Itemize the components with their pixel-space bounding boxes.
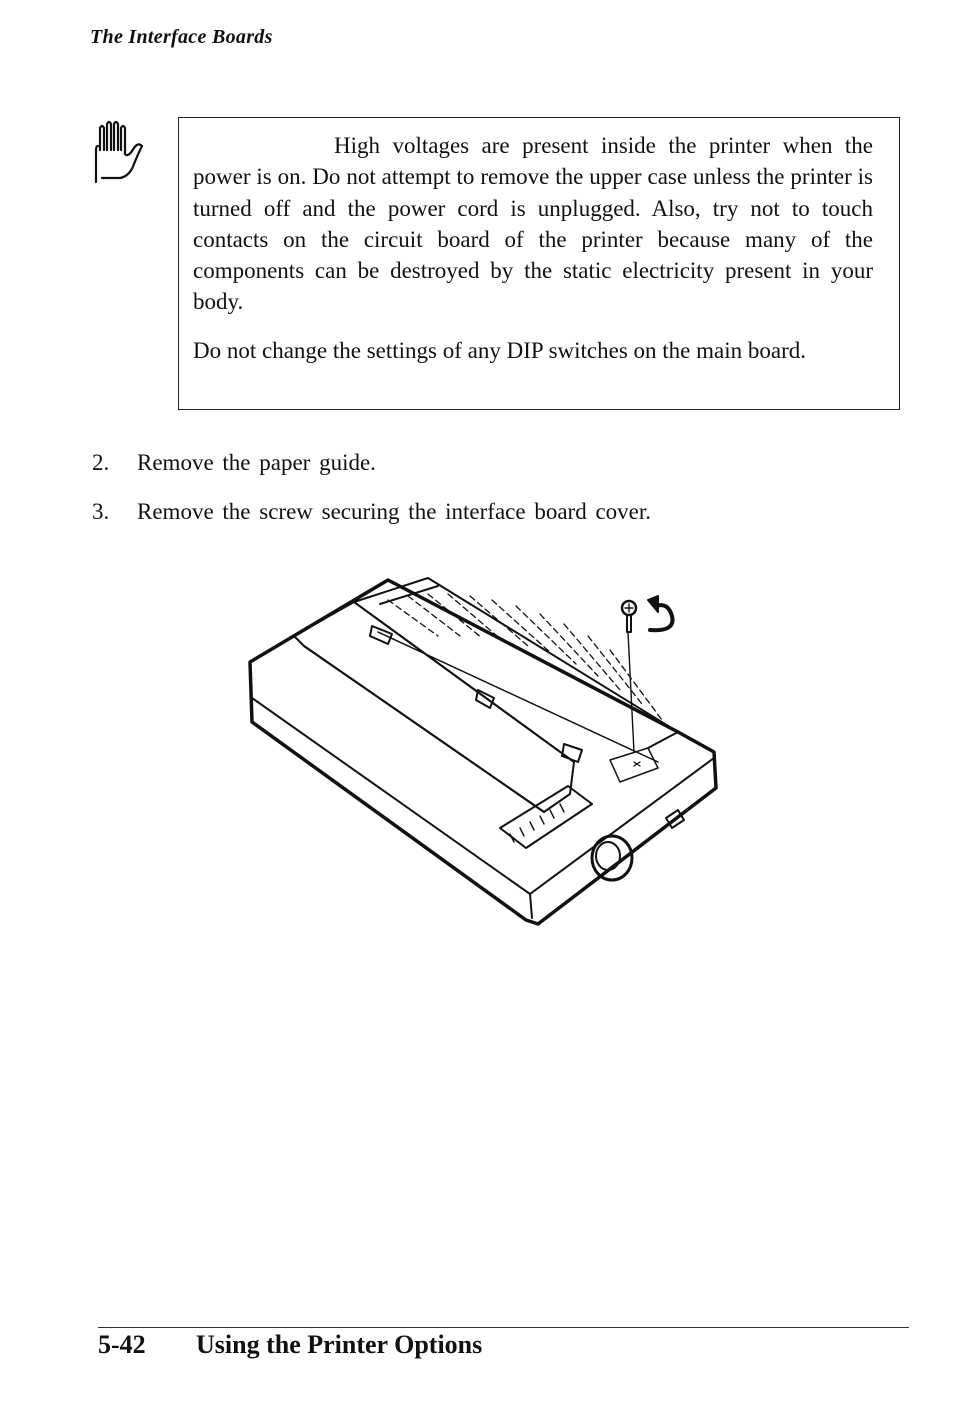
caution-paragraph-2: Do not change the settings of any DIP switches on the main board.: [193, 337, 806, 363]
steps-list: [92, 447, 651, 545]
list-item: [92, 496, 651, 527]
list-item: [92, 447, 651, 478]
section-title: Using the Printer Options: [196, 1330, 483, 1359]
page-number: 5-42: [98, 1330, 146, 1359]
caution-paragraph-1: High voltages are present inside the printer when the power is on. Do not attempt to remove the upper case unless the printer is turned off and the power cord is unplugged. Also, try not to touch contacts on the circuit board of the printer because many of the components can be destroyed by the static electricity present in your body.: [193, 133, 873, 315]
footer-rule: [98, 1327, 909, 1328]
step-number: 2.: [92, 450, 110, 475]
page-footer: [98, 1330, 482, 1360]
caution-box: [178, 117, 900, 410]
step-text: Remove the screw securing the interface board cover.: [137, 499, 652, 524]
hand-caution-icon: [90, 120, 148, 184]
step-text: Remove the paper guide.: [137, 450, 376, 475]
running-head: The Interface Boards: [90, 26, 273, 48]
printer-screw-removal-illustration: [238, 572, 722, 932]
step-number: 3.: [92, 499, 110, 524]
